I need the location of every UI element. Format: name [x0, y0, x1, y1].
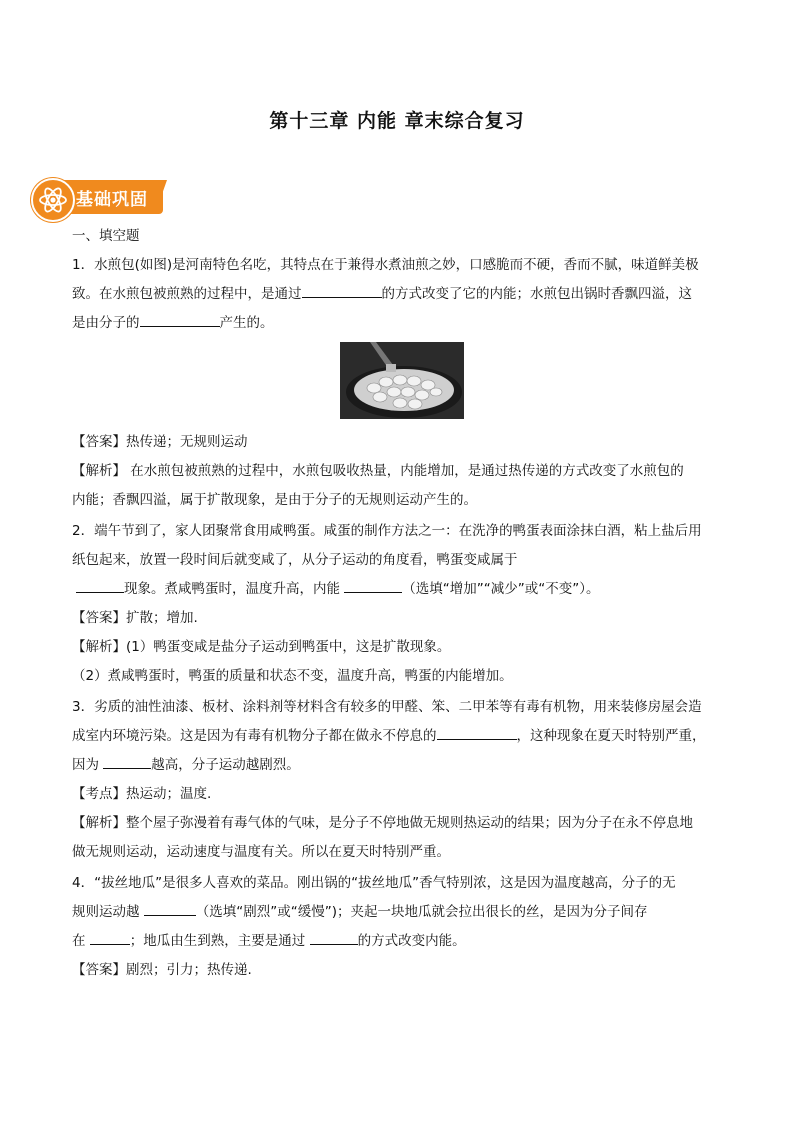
- section-label: 基础巩固: [76, 190, 148, 210]
- answer-blank[interactable]: [76, 576, 124, 593]
- fried-buns-photo: [340, 342, 464, 419]
- q4-line-2: 规则运动越 （选填“剧烈”或“缓慢”)；夹起一块地瓜就会拉出很长的丝，是因为分子间存: [72, 898, 732, 927]
- section-banner: [29, 176, 169, 220]
- answer-blank[interactable]: [437, 723, 517, 740]
- q3-line-1: 3．劣质的油性油漆、板材、涂料剂等材料含有较多的甲醛、笨、二甲苯等有毒有机物，用来装修房屋会造: [72, 699, 702, 715]
- q1-line-1: 1．水煎包(如图)是河南特色名吃，其特点在于兼得水煮油煎之妙，口感脆而不硬，香而不腻，味道鲜美极: [72, 257, 699, 273]
- q2-answer: 【答案】扩散；增加.: [72, 610, 198, 626]
- q1-analysis-2: 内能；香飘四溢，属于扩散现象，是由于分子的无规则运动产生的。: [72, 492, 477, 508]
- answer-blank[interactable]: [103, 752, 151, 769]
- part-heading: 一、填空题: [72, 228, 140, 244]
- q4-line-1: 4．“拔丝地瓜”是很多人喜欢的菜品。刚出锅的“拔丝地瓜”香气特别浓，这是因为温度越高，分子的无: [72, 875, 676, 891]
- q1-line-2: 致。在水煎包被煎熟的过程中，是通过 的方式改变了它的内能；水煎包出锅时香飘四溢，这: [72, 280, 732, 309]
- answer-blank[interactable]: [344, 576, 402, 593]
- q2-line-1: 2．端午节到了，家人团聚常食用咸鸭蛋。咸蛋的制作方法之一：在洗净的鸭蛋表面涂抹白酒，粘上盐后用: [72, 523, 702, 539]
- q4-line-3: 在 ；地瓜由生到熟，主要是通过 的方式改变内能。: [72, 927, 732, 956]
- q1-analysis-1: 【解析】 在水煎包被煎熟的过程中，水煎包吸收热量，内能增加，是通过热传递的方式改变了水煎包的: [72, 463, 684, 479]
- document-body: [72, 222, 732, 985]
- answer-blank[interactable]: [140, 310, 220, 327]
- q3-line-2: 成室内环境污染。这是因为有毒有机物分子都在做永不停息的 ，这种现象在夏天时特别严重，: [72, 722, 732, 751]
- q1-line-3: 是由分子的 产生的。: [72, 309, 732, 338]
- q3-kaodian: 【考点】热运动；温度.: [72, 786, 212, 802]
- q3-analysis-2: 做无规则运动，运动速度与温度有关。所以在夏天时特别严重。: [72, 844, 450, 860]
- q2-analysis-1: 【解析】(1）鸭蛋变咸是盐分子运动到鸭蛋中，这是扩散现象。: [72, 639, 451, 655]
- answer-blank[interactable]: [144, 899, 196, 916]
- answer-blank[interactable]: [302, 281, 382, 298]
- q2-line-2: 纸包起来，放置一段时间后就变咸了，从分子运动的角度看，鸭蛋变咸属于: [72, 552, 518, 568]
- answer-blank[interactable]: [310, 928, 358, 945]
- atom-icon: [31, 178, 75, 222]
- q3-line-3: 因为 越高，分子运动越剧烈。: [72, 751, 732, 780]
- q2-analysis-2: （2）煮咸鸭蛋时，鸭蛋的质量和状态不变，温度升高，鸭蛋的内能增加。: [72, 668, 513, 684]
- answer-blank[interactable]: [90, 928, 130, 945]
- q1-answer: 【答案】热传递；无规则运动: [72, 434, 248, 450]
- q2-line-3: 现象。煮咸鸭蛋时，温度升高，内能 （选填“增加”“减少”或“不变”）。: [72, 575, 732, 604]
- q3-analysis-1: 【解析】整个屋子弥漫着有毒气体的气味，是分子不停地做无规则热运动的结果；因为分子在永不停息地: [72, 815, 693, 831]
- page-title: 第十三章 内能 章末综合复习: [269, 110, 525, 132]
- q4-answer: 【答案】剧烈；引力；热传递.: [72, 962, 252, 978]
